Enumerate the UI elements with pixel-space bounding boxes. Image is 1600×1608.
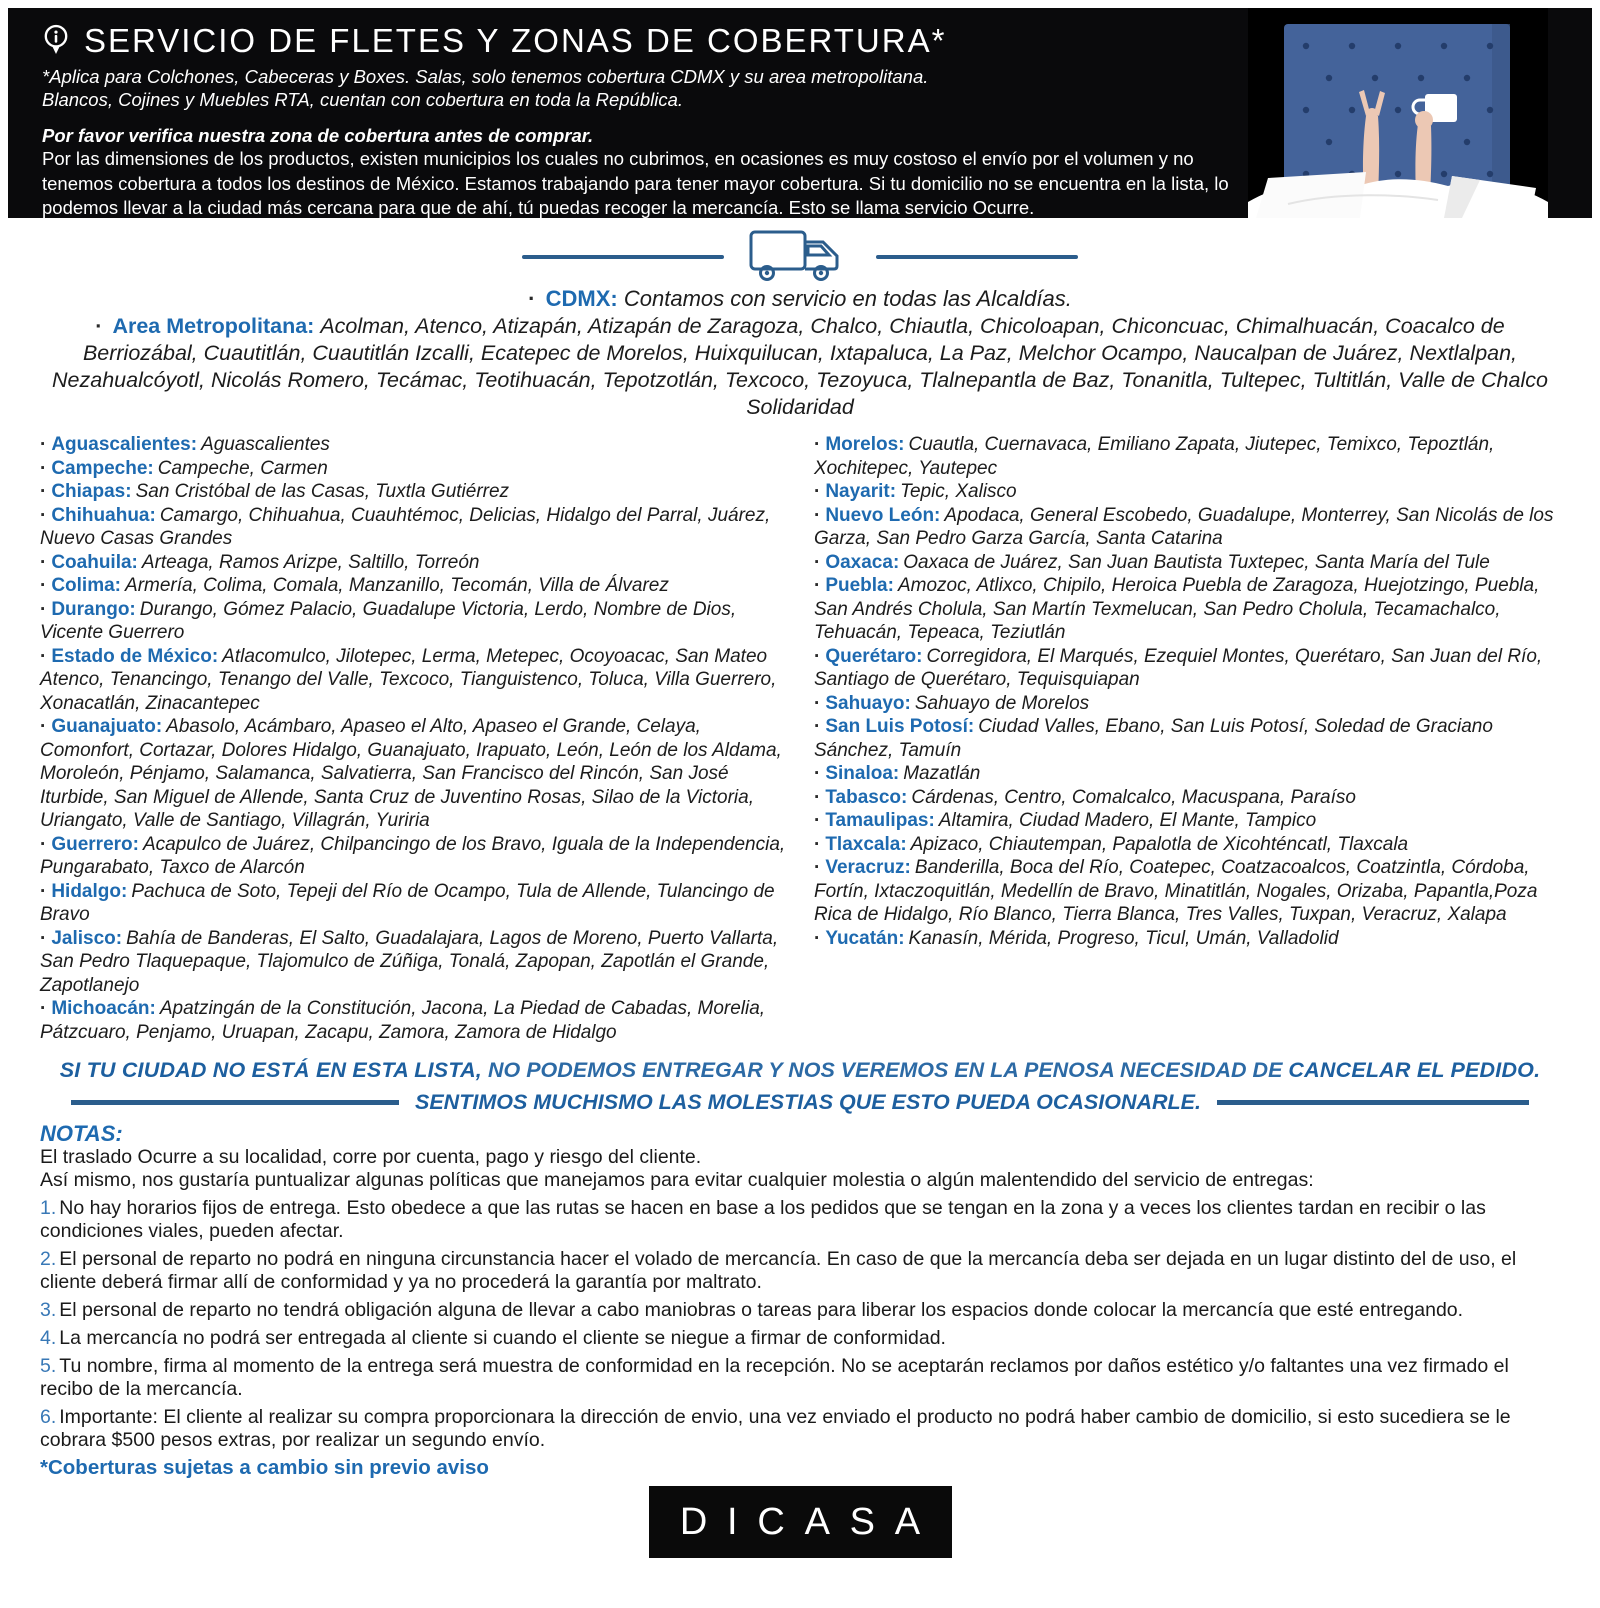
note-item — [40, 1327, 1560, 1350]
bullet-dot: · — [814, 927, 821, 949]
state-name: Chiapas: — [51, 481, 132, 502]
bullet-dot: · — [40, 504, 47, 526]
state-name: Campeche: — [51, 457, 154, 479]
state-name: Nayarit: — [825, 481, 897, 502]
state-entry — [40, 457, 786, 481]
state-name: Coahuila: — [51, 551, 138, 573]
state-name: Estado de México: — [51, 645, 219, 667]
state-cities: Apatzingán de la Constitución, Jacona, La Piedad de Cabadas, Morelia, Pátzcuaro, Penjamo, Uruapan, Zacapu, Zamora, Zamora de Hidalgo — [40, 998, 766, 1043]
state-cities: Apodaca, General Escobedo, Guadalupe, Monterrey, San Nicolás de los Garza, San Pedro Garza García, Santa Catarina — [814, 504, 1554, 549]
note-number: 4. — [40, 1327, 57, 1349]
state-name: Veracruz: — [825, 857, 911, 878]
state-cities: Apizaco, Chiautempan, Papalotla de Xicohténcatl, Tlaxcala — [910, 833, 1409, 855]
state-cities: Kanasín, Mérida, Progreso, Ticul, Umán, Valladolid — [908, 927, 1339, 949]
state-entry — [814, 715, 1560, 762]
state-name: Sahuayo: — [825, 692, 911, 714]
bullet-dot: · — [40, 880, 47, 902]
states-column-right — [814, 433, 1560, 1044]
divider-line-right — [876, 255, 1078, 259]
state-cities: San Cristóbal de las Casas, Tuxtla Gutiérrez — [135, 481, 510, 502]
state-name: Michoacán: — [51, 998, 156, 1019]
bullet-dot: · — [814, 575, 821, 596]
warning-mid: NO PODEMOS ENTREGAR Y NOS VEREMOS EN LA PENOSA NECESIDAD DE — [487, 1058, 1283, 1082]
notes-list — [40, 1197, 1560, 1452]
state-cities: Aguascalientes — [201, 434, 330, 455]
note-number: 6. — [40, 1406, 57, 1428]
warning-line2 — [0, 1088, 1600, 1117]
bullet-dot: · — [814, 833, 821, 855]
state-name: Querétaro: — [825, 645, 923, 667]
header-paragraph: Por las dimensiones de los productos, existen municipios los cuales no cubrimos, en ocasiones es muy costoso el envío por el volumen y no tenemos cobertura a todos los destinos de México. Estamos trabajando para tener mayor cobertura. Si tu domicilio no se encuentra en la lista, lo podemos llevar a la ciudad más cercana para que de ahí, tú puedas recoger la mercancía. Esto se llama servicio Ocurre. — [42, 148, 1229, 218]
warning-strong1: SI TU CIUDAD NO ESTÁ EN ESTA LISTA, — [59, 1058, 482, 1082]
state-cities: Amozoc, Atlixco, Chipilo, Heroica Puebla de Zaragoza, Huejotzingo, Puebla, San Andrés Cholula, San Martín Texmelucan, San Pedro Cholula, Tecamachalco, Tehuacán, Tepeaca, Teziutlán — [814, 575, 1540, 643]
state-name: Guanajuato: — [51, 716, 163, 737]
state-cities: Atlacomulco, Jilotepec, Lerma, Metepec, Ocoyoacac, San Mateo Atenco, Tenancingo, Tenango del Valle, Texcoco, Tianguistenco, Toluca, Villa Guerrero, Xonacatlán, Zinacantepec — [40, 645, 777, 714]
bullet-dot: · — [814, 692, 821, 714]
warning-bar-left — [71, 1100, 399, 1105]
warning-strong2: CANCELAR EL PEDIDO. — [1288, 1058, 1541, 1082]
state-name: Tlaxcala: — [825, 833, 907, 855]
metro-paragraph — [38, 313, 1562, 421]
divider-line-left — [522, 255, 724, 259]
state-entry — [40, 598, 786, 645]
state-cities: Bahía de Banderas, El Salto, Guadalajara, Lagos de Moreno, Puerto Vallarta, San Pedro Tlaquepaque, Tlajomulco de Zúñiga, Tonalá, Zapopan, Zapotlán el Grande, Zapotlanejo — [40, 927, 779, 996]
state-entry — [40, 645, 786, 716]
state-entry — [814, 504, 1560, 551]
dicasa-logo — [649, 1486, 952, 1558]
state-entry — [40, 433, 786, 457]
header-verify-line: Por favor verifica nuestra zona de cobertura antes de comprar. — [42, 125, 594, 146]
state-cities: Campeche, Carmen — [157, 457, 328, 479]
state-cities: Banderilla, Boca del Río, Coatepec, Coatzacoalcos, Coatzintla, Córdoba, Fortín, Ixtaczoquitlán, Medellín de Bravo, Minatitlán, Nogales, Orizaba, Papantla,Poza Rica de Hidalgo, Río Blanco, Tierra Blanca, Tres Valles, Tuxpan, Veracruz, Xalapa — [814, 857, 1538, 925]
state-name: Yucatán: — [825, 927, 905, 949]
state-cities: Oaxaca de Juárez, San Juan Bautista Tuxtepec, Santa María del Tule — [903, 551, 1490, 573]
warning-banner — [0, 1056, 1600, 1117]
state-entry — [814, 645, 1560, 692]
state-cities: Durango, Gómez Palacio, Guadalupe Victoria, Lerdo, Nombre de Dios, Vicente Guerrero — [40, 598, 737, 643]
warning-bar-right — [1217, 1100, 1529, 1105]
bullet-dot: · — [814, 434, 821, 455]
state-cities: Altamira, Ciudad Madero, El Mante, Tampico — [938, 810, 1317, 831]
state-entry — [40, 880, 786, 927]
state-entry — [814, 574, 1560, 645]
bullet-dot: · — [814, 551, 821, 573]
note-number: 5. — [40, 1355, 57, 1377]
state-entry — [40, 715, 786, 833]
cdmx-line — [0, 285, 1600, 313]
state-entry — [814, 692, 1560, 716]
state-cities: Sahuayo de Morelos — [914, 692, 1090, 714]
truck-divider — [0, 231, 1600, 283]
bullet-dot: · — [40, 716, 47, 737]
notes-intro2: Así mismo, nos gustaría puntualizar algunas políticas que manejamos para evitar cualquier molestia o algún malentendido del servicio de entregas: — [40, 1169, 1314, 1191]
bullet-dot: · — [40, 927, 47, 949]
info-pin-icon — [42, 24, 70, 58]
state-entry — [814, 927, 1560, 951]
note-item — [40, 1406, 1560, 1452]
state-entry — [814, 480, 1560, 504]
state-cities: Cuautla, Cuernavaca, Emiliano Zapata, Jiutepec, Temixco, Tepoztlán, Xochitepec, Yautepec — [814, 434, 1495, 479]
state-name: Chihuahua: — [51, 504, 156, 526]
states-column-left — [40, 433, 786, 1044]
metro-cities: Acolman, Atenco, Atizapán, Atizapán de Zaragoza, Chalco, Chiautla, Chicoloapan, Chiconcuac, Chimalhuacán, Coacalco de Berriozábal, Cuautitlán, Cuautitlán Izcalli, Ecatepec de Morelos, Huixquilucan, Ixtapaluca, La Paz, Melchor Ocampo, Naucalpan de Juárez, Nextlalpan, Nezahualcóyotl, Nicolás Romero, Tecámac, Teotihuacán, Tepotzotlán, Texcoco, Tezoyuca, Tlalnepantla de Baz, Tonanitla, Tultepec, Tultitlán, Valle de Chalco Solidaridad — [52, 314, 1548, 419]
state-cities: Cárdenas, Centro, Comalcalco, Macuspana, Paraíso — [911, 786, 1356, 808]
bullet-dot: · — [814, 786, 821, 808]
bullet-dot: · — [40, 434, 47, 455]
note-text: Importante: El cliente al realizar su compra proporcionara la dirección de envio, una vez enviado el producto no podrá haber cambio de domicilio, si esto sucediera se le cobrara $500 pesos extras, por realizar un segundo envío. — [40, 1406, 1511, 1451]
bullet-dot: · — [40, 481, 47, 502]
state-name: Tamaulipas: — [825, 810, 935, 831]
metro-label: Area Metropolitana: — [112, 314, 315, 338]
states-grid — [0, 433, 1600, 1044]
note-number: 2. — [40, 1248, 57, 1270]
state-entry — [40, 551, 786, 575]
state-entry — [40, 480, 786, 504]
state-entry — [40, 504, 786, 551]
state-name: Durango: — [51, 598, 136, 620]
note-item — [40, 1197, 1560, 1243]
warning-line1 — [0, 1056, 1600, 1085]
state-name: Morelos: — [825, 434, 905, 455]
state-cities: Pachuca de Soto, Tepeji del Río de Ocampo, Tula de Allende, Tulancingo de Bravo — [40, 880, 775, 925]
state-cities: Mazatlán — [903, 763, 981, 784]
state-name: Aguascalientes: — [51, 434, 198, 455]
state-entry — [40, 997, 786, 1044]
notes-intro1: El traslado Ocurre a su localidad, corre por cuenta, pago y riesgo del cliente. — [40, 1146, 702, 1168]
note-number: 1. — [40, 1197, 57, 1219]
bullet-dot: · — [40, 457, 47, 479]
bullet-dot: · — [814, 763, 821, 784]
bullet-dot: · — [40, 998, 47, 1019]
page-title: SERVICIO DE FLETES Y ZONAS DE COBERTURA* — [84, 22, 947, 59]
note-text: No hay horarios fijos de entrega. Esto obedece a que las rutas se hacen en base a los pedidos que se tengan en la zona y a veces los clientes tardan en recibir o las condiciones viales, pueden afectar. — [40, 1197, 1486, 1242]
note-text: Tu nombre, firma al momento de la entrega será muestra de conformidad en la recepción. No se aceptarán reclamos por daños estético y/o faltantes una vez firmado el recibo de la mercancía. — [40, 1355, 1509, 1400]
note-text: El personal de reparto no podrá en ninguna circunstancia hacer el volado de mercancía. En caso de que la mercancía deba ser dejada en un lugar distinto del de uso, el cliente deberá firmar allí de conformidad y ya no procederá la garantía por maltrato. — [40, 1248, 1517, 1293]
header-subtitle-line2: Blancos, Cojines y Muebles RTA, cuentan con cobertura en toda la República. — [42, 89, 684, 110]
note-item — [40, 1299, 1560, 1322]
note-item — [40, 1355, 1560, 1401]
state-cities: Acapulco de Juárez, Chilpancingo de los Bravo, Iguala de la Independencia, Pungarabato, Taxco de Alarcón — [40, 833, 786, 878]
bullet-dot: · — [814, 645, 821, 667]
bullet-dot: · — [40, 645, 47, 667]
state-entry — [40, 574, 786, 598]
bullet-dot: · — [40, 833, 47, 855]
state-entry — [814, 833, 1560, 857]
state-cities: Tepic, Xalisco — [900, 481, 1017, 502]
notes-heading: NOTAS: — [40, 1121, 123, 1146]
state-name: Sinaloa: — [825, 763, 900, 784]
bullet-dot: · — [814, 810, 821, 831]
bullet-dot: · — [95, 314, 103, 338]
warning-line2-text: SENTIMOS MUCHISMO LAS MOLESTIAS QUE ESTO PUEDA OCASIONARLE. — [415, 1090, 1201, 1114]
state-entry — [814, 762, 1560, 786]
cdmx-text: Contamos con servicio en todas las Alcaldías. — [623, 286, 1072, 311]
state-name: Guerrero: — [51, 833, 139, 855]
state-name: Hidalgo: — [51, 880, 128, 902]
state-entry — [814, 786, 1560, 810]
bullet-dot: · — [40, 575, 47, 596]
dicasa-logo-text: DICASA — [679, 1500, 940, 1543]
bullet-dot: · — [814, 857, 821, 878]
bullet-dot: · — [814, 504, 821, 526]
cdmx-label: CDMX: — [545, 286, 618, 311]
state-entry — [40, 927, 786, 998]
state-cities: Ciudad Valles, Ebano, San Luis Potosí, Soledad de Graciano Sánchez, Tamuín — [814, 716, 1493, 761]
note-item — [40, 1248, 1560, 1294]
state-name: Colima: — [51, 575, 122, 596]
state-entry — [814, 856, 1560, 927]
delivery-truck-icon — [748, 229, 852, 286]
state-entry — [814, 809, 1560, 833]
coverage-footnote: *Coberturas sujetas a cambio sin previo aviso — [40, 1456, 489, 1479]
state-name: San Luis Potosí: — [825, 716, 975, 737]
state-cities: Armería, Colima, Comala, Manzanillo, Tecomán, Villa de Álvarez — [125, 575, 669, 596]
header-subtitle-line1: *Aplica para Colchones, Cabeceras y Boxes. Salas, solo tenemos cobertura CDMX y su area metropolitana. — [42, 66, 929, 87]
header-band — [8, 8, 1592, 218]
bullet-dot: · — [40, 551, 47, 573]
state-cities: Corregidora, El Marqués, Ezequiel Montes, Querétaro, San Juan del Río, Santiago de Querétaro, Tequisquiapan — [814, 645, 1543, 690]
state-name: Nuevo León: — [825, 504, 941, 526]
state-name: Jalisco: — [51, 927, 123, 949]
bullet-dot: · — [528, 286, 536, 311]
notes-section — [0, 1122, 1600, 1480]
note-text: La mercancía no podrá ser entregada al cliente si cuando el cliente se niegue a firmar de conformidad. — [59, 1327, 946, 1349]
bullet-dot: · — [40, 598, 47, 620]
note-text: El personal de reparto no tendrá obligación alguna de llevar a cabo maniobras o tareas para liberar los espacios donde colocar la mercancía que esté entregando. — [59, 1299, 1464, 1321]
state-cities: Abasolo, Acámbaro, Apaseo el Alto, Apaseo el Grande, Celaya, Comonfort, Cortazar, Dolores Hidalgo, Guanajuato, Irapuato, León, León de los Aldama, Moroleón, Pénjamo, Salamanca, Salvatierra, San Francisco del Rincón, San José Iturbide, San Miguel de Allende, Santa Cruz de Juventino Rosas, Silao de la Victoria, Uriangato, Valle de Santiago, Villagrán, Yuriria — [40, 716, 782, 831]
state-entry — [40, 833, 786, 880]
state-name: Puebla: — [825, 575, 894, 596]
state-name: Oaxaca: — [825, 551, 900, 573]
bed-headboard-photo — [1248, 8, 1548, 218]
header-subtitle — [42, 65, 1232, 111]
state-name: Tabasco: — [825, 786, 908, 808]
state-cities: Camargo, Chihuahua, Cuauhtémoc, Delicias, Hidalgo del Parral, Juárez, Nuevo Casas Grandes — [40, 504, 771, 549]
note-number: 3. — [40, 1299, 57, 1321]
state-entry — [814, 433, 1560, 480]
state-entry — [814, 551, 1560, 575]
bullet-dot: · — [814, 716, 821, 737]
state-cities: Arteaga, Ramos Arizpe, Saltillo, Torreón — [141, 551, 480, 573]
bullet-dot: · — [814, 481, 821, 502]
